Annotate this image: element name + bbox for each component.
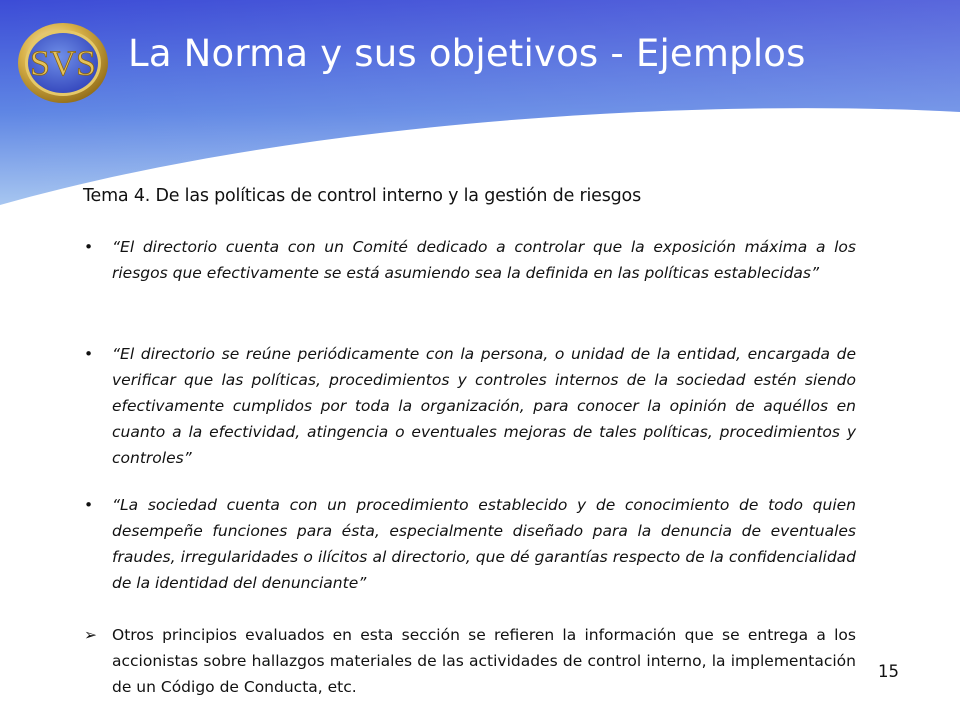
svs-logo [14, 20, 112, 106]
arrow-bullet-icon: ➢ [84, 626, 97, 644]
page-number: 15 [878, 662, 899, 681]
bullet-text: “El directorio se reúne periódicamente con la persona, o unidad de la entidad, encargada de verificar que las políticas, procedimientos y controles internos de la sociedad estén siendo efectivamente cumplidos por toda la organización, para conocer la opinión de aquéllos en cuanto a la efectividad, atingencia o eventuales mejoras de tales políticas, procedimientos y controles” [112, 345, 856, 467]
bullet-text: “El directorio cuenta con un Comité dedicado a controlar que la exposición máxima a los riesgos que efectivamente se está asumiendo sea la definida en las políticas establecidas” [112, 238, 856, 282]
bullet-dot-icon: • [84, 238, 94, 256]
bullet-dot-icon: • [84, 345, 94, 363]
topic-heading: Tema 4. De las políticas de control interno y la gestión de riesgos [83, 186, 641, 206]
bullet-item [84, 492, 856, 596]
bullet-item [84, 622, 856, 700]
bullet-item [84, 234, 856, 286]
bullet-dot-icon: • [84, 496, 94, 514]
bullet-text: Otros principios evaluados en esta sección se refieren la información que se entrega a los accionistas sobre hallazgos materiales de las actividades de control interno, la implementación de un Código de Conducta, etc. [112, 626, 856, 696]
slide-title: La Norma y sus objetivos - Ejemplos [128, 32, 806, 75]
bullet-text: “La sociedad cuenta con un procedimiento establecido y de conocimiento de todo quien desempeñe funciones para ésta, especialmente diseñado para la denuncia de eventuales fraudes, irregularidades o ilícitos al directorio, que dé garantías respecto de la confidencialidad de la identidad del denunciante” [112, 496, 856, 592]
bullet-item [84, 341, 856, 471]
logo-text: SVS [29, 43, 97, 83]
